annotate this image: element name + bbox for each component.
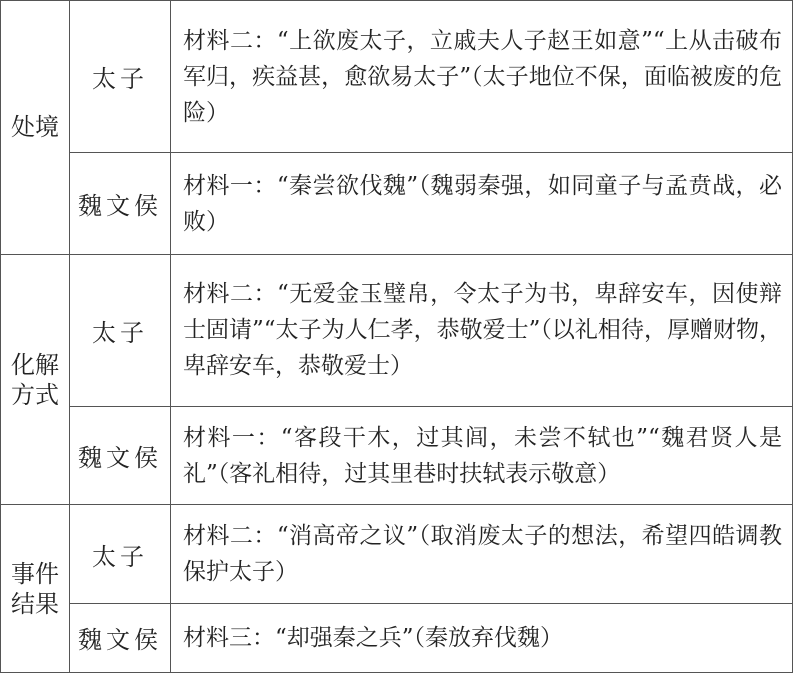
content-cell: 材料二：“无爱金玉璧帛，令太子为书，卑辞安车，因使辩士固请”“太子为人仁孝，恭敬爱士”（以礼相待，厚赠财物，卑辞安车，恭敬爱士）	[171, 254, 793, 406]
table-row	[1, 603, 793, 672]
content-cell: 材料一：“客段干木，过其闾，未尝不轼也”“魏君贤人是礼”（客礼相待，过其里巷时扶轼表示敬意）	[171, 407, 793, 505]
table-row	[1, 153, 793, 255]
subject-cell: 太子	[70, 505, 171, 603]
category-cell-resolution: 化解方式	[1, 254, 70, 505]
content-cell: 材料三：“却强秦之兵”（秦放弃伐魏）	[171, 603, 793, 672]
table-row	[1, 407, 793, 505]
subject-cell: 魏文侯	[70, 603, 171, 672]
category-cell-situation: 处境	[1, 1, 70, 255]
table-row	[1, 254, 793, 406]
content-cell: 材料二：“上欲废太子，立戚夫人子赵王如意”“上从击破布军归，疾益甚，愈欲易太子”（太子地位不保，面临被废的危险）	[171, 1, 793, 153]
category-cell-outcome: 事件结果	[1, 505, 70, 673]
content-cell: 材料二：“消高帝之议”（取消废太子的想法，希望四皓调教保护太子）	[171, 505, 793, 603]
table-row	[1, 1, 793, 153]
table-row	[1, 505, 793, 603]
subject-cell: 太子	[70, 1, 171, 153]
subject-cell: 太子	[70, 254, 171, 406]
content-cell: 材料一：“秦尝欲伐魏”（魏弱秦强，如同童子与孟贲战，必败）	[171, 153, 793, 255]
subject-cell: 魏文侯	[70, 153, 171, 255]
subject-cell: 魏文侯	[70, 407, 171, 505]
